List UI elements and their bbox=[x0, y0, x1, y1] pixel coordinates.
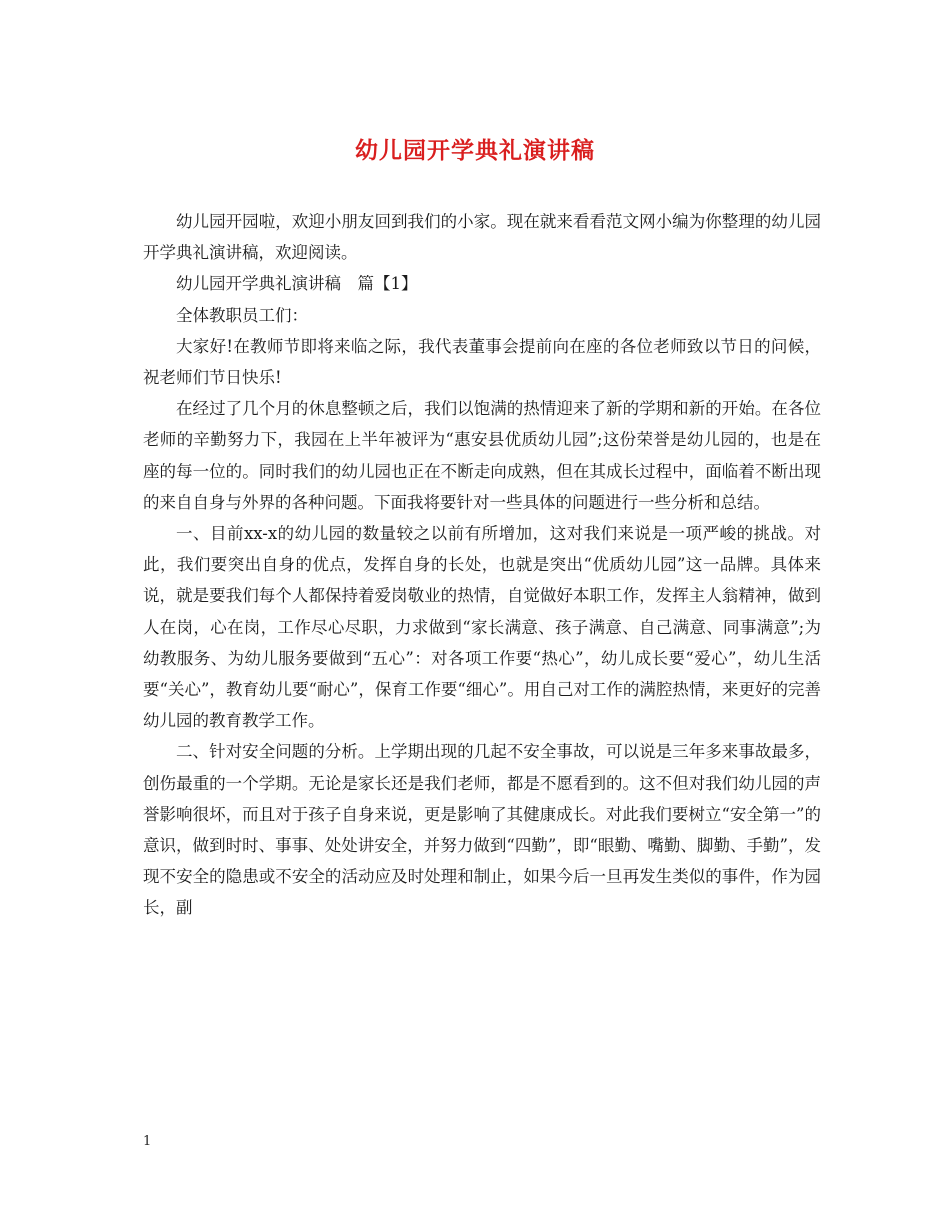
body-paragraph: 在经过了几个月的休息整顿之后，我们以饱满的热情迎来了新的学期和新的开始。在各位老师的辛勤努力下，我园在上半年被评为“惠安县优质幼儿园”;这份荣誉是幼儿园的，也是在座的每一位的。同时我们的幼儿园也正在不断走向成熟，但在其成长过程中，面临着不断出现的来自自身与外界的各种问题。下面我将要针对一些具体的问题进行一些分析和总结。 bbox=[143, 399, 821, 512]
intro-paragraph: 幼儿园开园啦，欢迎小朋友回到我们的小家。现在就来看看范文网小编为你整理的幼儿园开学典礼演讲稿，欢迎阅读。 bbox=[143, 212, 821, 263]
document-body bbox=[143, 206, 821, 924]
salutation: 全体教职员工们： bbox=[176, 305, 308, 325]
section-heading: 幼儿园开学典礼演讲稿 篇【1】 bbox=[176, 274, 418, 294]
page-number: 1 bbox=[143, 1134, 152, 1149]
document-title: 幼儿园开学典礼演讲稿 bbox=[355, 137, 595, 164]
greeting-paragraph: 大家好!在教师节即将来临之际，我代表董事会提前向在座的各位老师致以节日的问候，祝老师们节日快乐! bbox=[143, 336, 821, 388]
body-paragraph: 二、针对安全问题的分析。上学期出现的几起不安全事故，可以说是三年多来事故最多，创伤最重的一个学期。无论是家长还是我们老师，都是不愿看到的。这不但对我们幼儿园的声誉影响很坏，而且对于孩子自身来说，更是影响了其健康成长。对此我们要树立“安全第一”的意识，做到时时、事事、处处讲安全，并努力做到“四勤”，即“眼勤、嘴勤、脚勤、手勤”，发现不安全的隐患或不安全的活动应及时处理和制止，如果今后一旦再发生类似的事件，作为园长，副 bbox=[143, 742, 821, 918]
body-paragraph: 一、目前xx-x的幼儿园的数量较之以前有所增加，这对我们来说是一项严峻的挑战。对此，我们要突出自身的优点，发挥自身的长处，也就是突出“优质幼儿园”这一品牌。具体来说，就是要我们每个人都保持着爱岗敬业的热情，自觉做好本职工作，发挥主人翁精神，做到人在岗，心在岗，工作尽心尽职，力求做到“家长满意、孩子满意、自己满意、同事满意”;为幼教服务、为幼儿服务要做到“五心”：对各项工作要“热心”，幼儿成长要“爱心”，幼儿生活要“关心”，教育幼儿要“耐心”，保育工作要“细心”。用自己对工作的满腔热情，来更好的完善幼儿园的教育教学工作。 bbox=[143, 524, 821, 731]
